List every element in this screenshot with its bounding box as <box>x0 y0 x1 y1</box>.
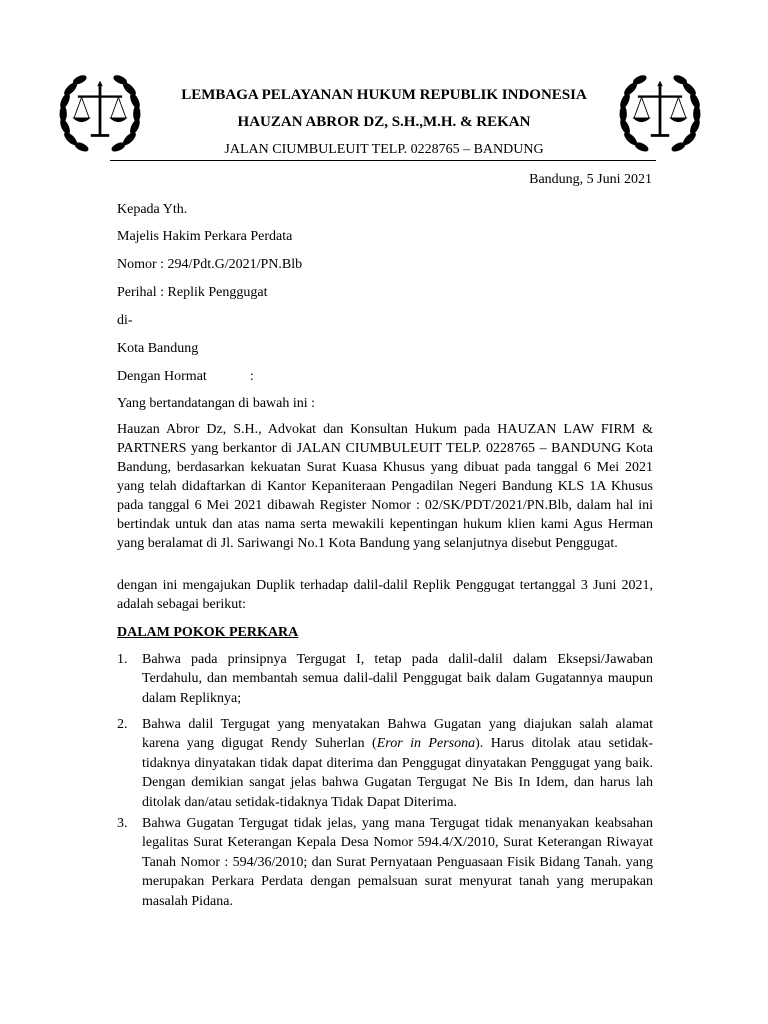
letterhead-address: JALAN CIUMBULEUIT TELP. 0228765 – BANDUNG <box>224 142 544 157</box>
list-item-text-before: Bahwa dalil Tergugat yang menyatakan Bahwa Gugatan yang diajukan salah alamat karena yang digugat Rendy Suherlan ( <box>142 717 653 752</box>
submission-paragraph: dengan ini mengajukan Duplik terhadap dalil-dalil Replik Penggugat tertanggal 3 Juni 2021, adalah sebagai berikut: <box>117 578 653 612</box>
letterhead-firm: HAUZAN ABROR DZ, S.H.,M.H. & REKAN <box>237 114 531 130</box>
recipient: Majelis Hakim Perkara Perdata <box>117 229 293 244</box>
salutation-to: Kepada Yth. <box>117 202 188 217</box>
letterhead-institution: LEMBAGA PELAYANAN HUKUM REPUBLIK INDONESIA <box>181 87 587 103</box>
signed-statement: Yang bertandatangan di bawah ini : <box>117 396 316 411</box>
subject: Perihal : Replik Penggugat <box>117 285 268 300</box>
list-item-text-after: ). Harus ditolak atau setidak-tidaknya dinyatakan tidak dapat diterima dan Penggugat dinyatakan Penggugat yang baik. Dengan demikian sangat jelas bahwa Gugatan Tergugat Ne Bis In Idem, dan harus lah ditolak dan/atau setidak-tidaknya Tidak Dapat Diterima. <box>142 736 653 810</box>
greeting-colon: : <box>249 369 254 384</box>
recipient-city: Kota Bandung <box>117 341 199 356</box>
letter-date: Bandung, 5 Juni 2021 <box>529 172 652 187</box>
list-item <box>117 814 653 911</box>
list-item-text: Bahwa pada prinsipnya Tergugat I, tetap pada dalil-dalil dalam Eksepsi/Jawaban Terdahulu, dan membantah semua dalil-dalil Penggugat baik dalam Gugatannya maupun dalam Repliknya; <box>142 652 653 706</box>
greeting-label: Dengan Hormat <box>117 369 207 384</box>
list-item-text: Bahwa Gugatan Tergugat tidak jelas, yang mana Tergugat tidak menanyakan keabsahan legalitas Surat Keterangan Kepala Desa Nomor 594.4/X/2010, Surat Keterangan Riwayat Tanah Nomor : 594/36/2010; dan Surat Pernyataan Penguasaan Fisik Bidang Tanah. yang merupakan Perkara Perdata dengan pemalsuan surat menyurat tanah yang merupakan masalah Pidana. <box>142 816 653 909</box>
case-number: Nomor : 294/Pdt.G/2021/PN.Blb <box>117 257 303 272</box>
list-item-number: 2. <box>117 717 128 732</box>
list-item-text <box>142 715 653 812</box>
list-item-number: 1. <box>117 652 128 667</box>
letterhead-divider <box>110 160 656 161</box>
greeting <box>117 367 653 386</box>
list-item <box>117 650 653 708</box>
section-title: DALAM POKOK PERKARA <box>117 625 299 640</box>
list-item-text-italic: Eror in Persona <box>376 736 476 752</box>
list-item <box>117 715 653 812</box>
di-label: di- <box>117 313 133 328</box>
intro-paragraph: Hauzan Abror Dz, S.H., Advokat dan Konsultan Hukum pada HAUZAN LAW FIRM & PARTNERS yang berkantor di JALAN CIUMBULEUIT TELP. 0228765 – BANDUNG Kota Bandung, berdasarkan kekuatan Surat Kuasa Khusus yang dibuat pada tanggal 6 Mei 2021 yang telah didaftarkan di Kantor Kepaniteraan Pengadilan Negeri Bandung KLS 1A Khusus pada tanggal 6 Mei 2021 dibawah Register Nomor : 02/SK/PDT/2021/PN.Blb, dalam hal ini bertindak untuk dan atas nama serta mewakili kepentingan hukum klien kami Agus Herman yang beralamat di Jl. Sariwangi No.1 Kota Bandung yang selanjutnya disebut Penggugat. <box>117 422 653 551</box>
list-item-number: 3. <box>117 816 128 831</box>
